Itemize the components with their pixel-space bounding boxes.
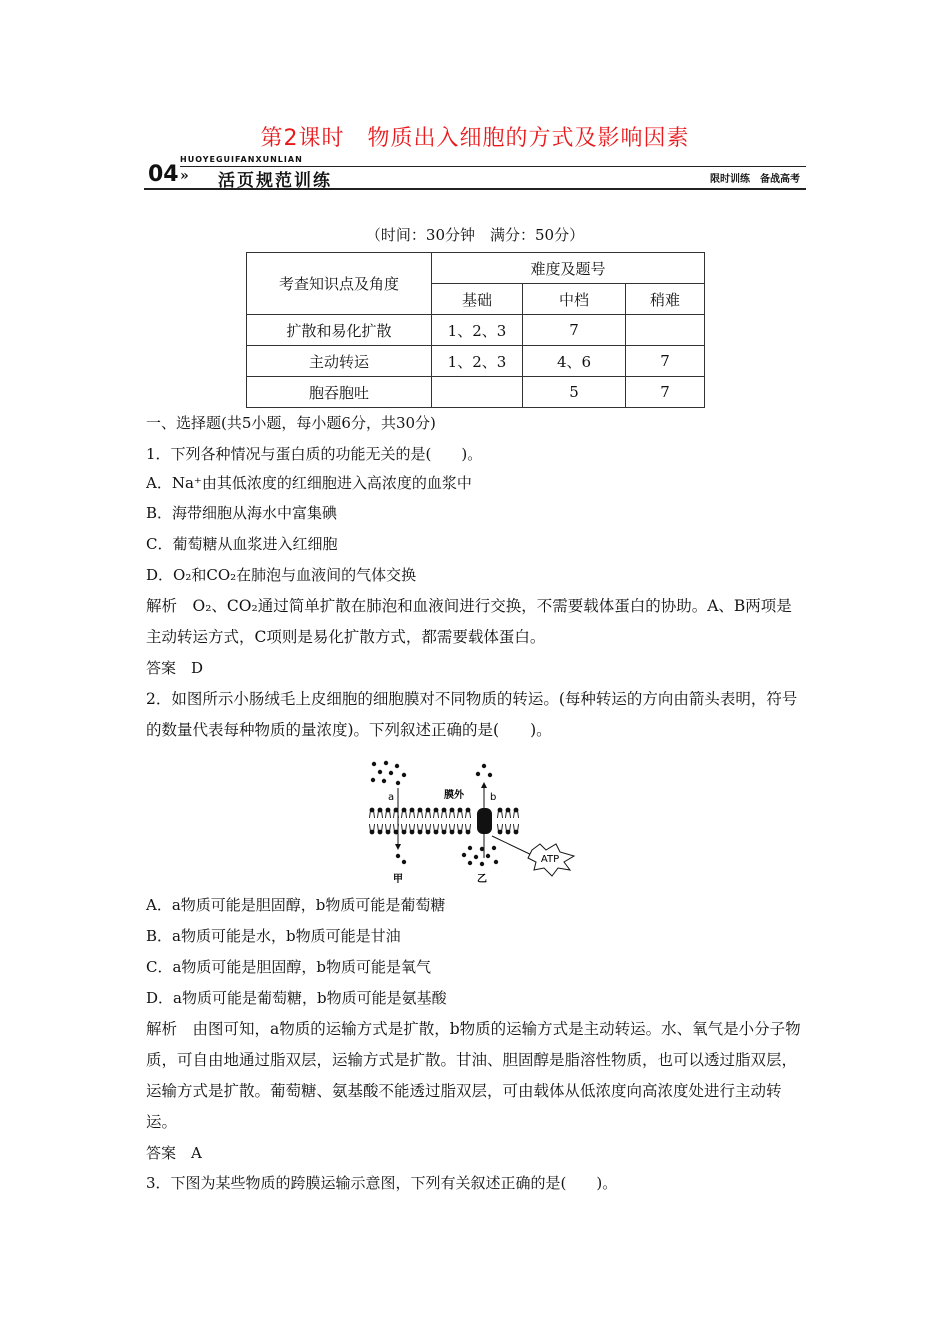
q1-stem: 1．下列各种情况与蛋白质的功能无关的是( )。 — [146, 445, 483, 463]
label-atp: ATP — [540, 854, 560, 865]
table-cell: 7 — [626, 346, 705, 377]
section-header-banner — [144, 156, 806, 190]
table-cell: 4、6 — [523, 346, 626, 377]
section-heading: 一、选择题(共5小题，每小题6分，共30分) — [146, 414, 436, 432]
table-cell — [626, 315, 705, 346]
header-arrow-icon: » — [180, 168, 189, 184]
table-cell: 1、2、3 — [432, 346, 523, 377]
membrane-transport-figure — [360, 758, 590, 888]
q2-stem: 2．如图所示小肠绒毛上皮细胞的细胞膜对不同物质的转运。(每种转运的方向由箭头表明，符号的数量代表每种物质的量浓度)。下列叙述正确的是( )。 — [146, 690, 798, 739]
time-score-info: （时间：30分钟 满分：50分） — [365, 226, 585, 244]
table-row — [247, 315, 705, 346]
arrow-b-head — [481, 782, 487, 788]
table-head-topic: 考查知识点及角度 — [247, 253, 432, 315]
table-col-hard: 稍难 — [626, 284, 705, 315]
table-col-mid: 中档 — [523, 284, 626, 315]
q2-option-d: D．a物质可能是葡萄糖，b物质可能是氨基酸 — [146, 989, 447, 1007]
arrow-a-head — [395, 844, 401, 850]
table-cell: 扩散和易化扩散 — [247, 315, 432, 346]
label-a: a — [388, 792, 395, 803]
label-b: b — [490, 792, 497, 803]
dots-a-inside — [396, 854, 406, 864]
label-jia: 甲 — [393, 874, 403, 885]
table-cell — [432, 377, 523, 408]
page-title: 第2课时 物质出入细胞的方式及影响因素 — [260, 126, 690, 151]
q1-option-a: A．Na⁺由其低浓度的红细胞进入高浓度的血浆中 — [146, 474, 472, 492]
q1-analysis: 解析 O₂、CO₂通过简单扩散在肺泡和血液间进行交换，不需要载体蛋白的协助。A、B两项是主动转运方式，C项则是易化扩散方式，都需要载体蛋白。 — [146, 597, 792, 646]
header-right-text: 限时训练 备战高考 — [710, 174, 800, 185]
dots-b-outside — [476, 764, 492, 777]
table-col-basic: 基础 — [432, 284, 523, 315]
table-cell: 7 — [523, 315, 626, 346]
lipid-bilayer — [370, 808, 519, 835]
header-name: 活页规范训练 — [218, 171, 332, 191]
table-cell: 5 — [523, 377, 626, 408]
header-rule-bottom — [144, 188, 806, 190]
q2-option-a: A．a物质可能是胆固醇，b物质可能是葡萄糖 — [146, 896, 446, 914]
q3-stem: 3．下图为某些物质的跨膜运输示意图，下列有关叙述正确的是( )。 — [146, 1174, 618, 1192]
dots-a-outside — [371, 761, 406, 785]
header-pinyin: HUOYEGUIFANXUNLIAN — [180, 155, 303, 164]
table-row — [247, 346, 705, 377]
q2-option-b: B．a物质可能是水，b物质可能是甘油 — [146, 927, 401, 945]
label-yi: 乙 — [477, 874, 487, 885]
q2-analysis: 解析 由图可知，a物质的运输方式是扩散，b物质的运输方式是主动转运。水、氧气是小分子物质，可自由地通过脂双层，运输方式是扩散。甘油、胆固醇是脂溶性物质，也可以透过脂双层，运输方式是扩散。葡萄糖、氨基酸不能透过脂双层，可由载体从低浓度向高浓度处进行主动转运。 — [146, 1020, 801, 1131]
table-row — [247, 377, 705, 408]
header-number: 04 — [148, 162, 179, 187]
q1-option-b: B．海带细胞从海水中富集碘 — [146, 504, 338, 522]
table-head-difficulty: 难度及题号 — [432, 253, 705, 284]
table-cell: 胞吞胞吐 — [247, 377, 432, 408]
q2-option-c: C．a物质可能是胆固醇，b物质可能是氧气 — [146, 958, 432, 976]
table-cell: 主动转运 — [247, 346, 432, 377]
q1-option-c: C．葡萄糖从血浆进入红细胞 — [146, 535, 338, 553]
table-cell: 1、2、3 — [432, 315, 523, 346]
dots-b-inside — [462, 846, 498, 866]
q1-answer: 答案 D — [146, 659, 204, 677]
carrier-protein — [477, 808, 492, 834]
label-membrane-outside: 膜外 — [444, 790, 464, 801]
q2-answer: 答案 A — [146, 1144, 202, 1162]
knowledge-table — [246, 252, 705, 408]
q1-option-d: D．O₂和CO₂在肺泡与血液间的气体交换 — [146, 566, 417, 584]
table-cell: 7 — [626, 377, 705, 408]
